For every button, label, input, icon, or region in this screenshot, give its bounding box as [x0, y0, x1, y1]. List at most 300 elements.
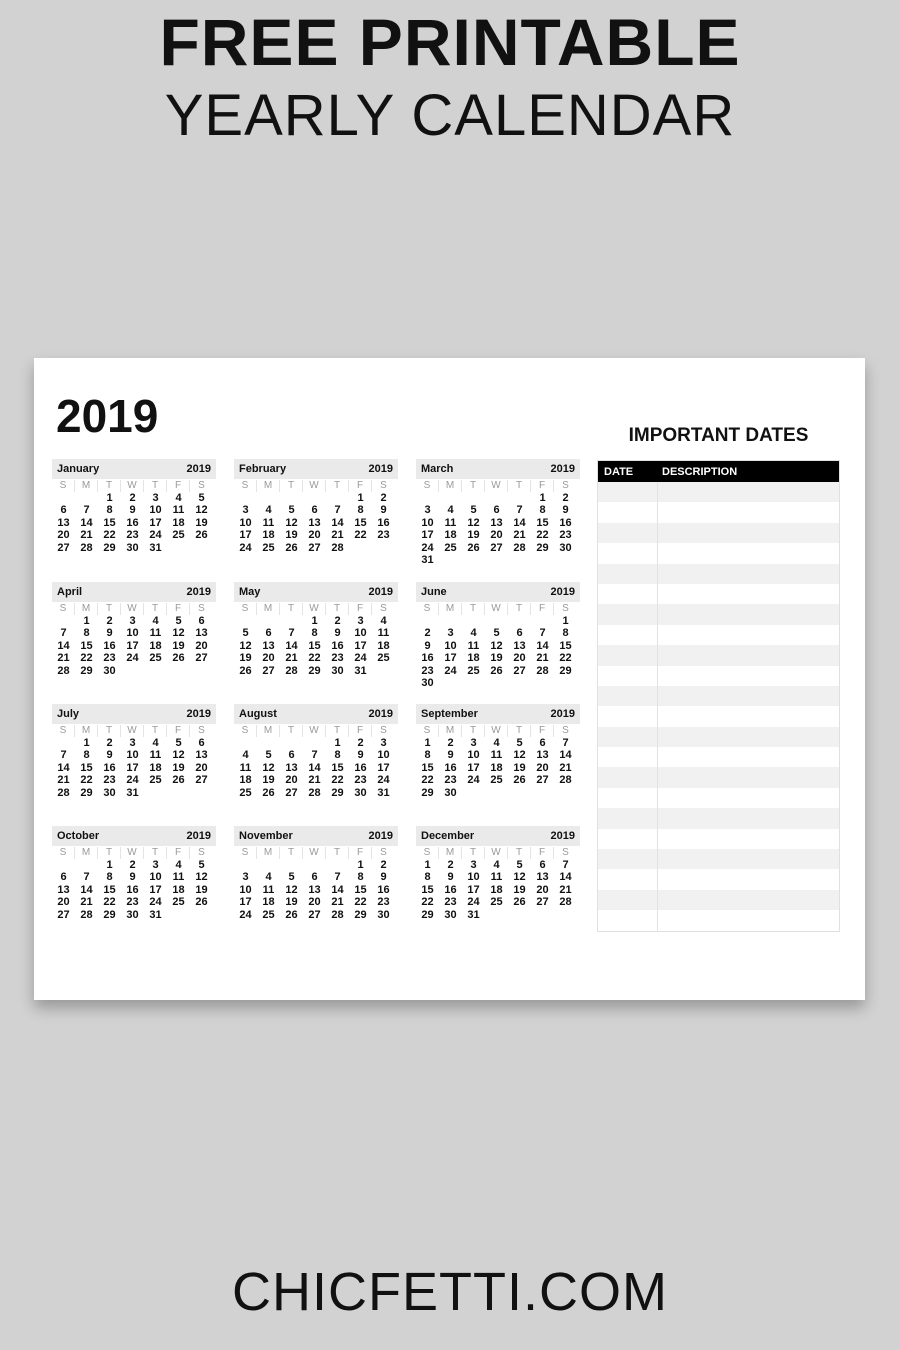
- week-row: [234, 615, 398, 627]
- day-cell: 9: [106, 749, 113, 762]
- day-cell: 4: [152, 615, 159, 627]
- weekday-label: S: [380, 847, 387, 858]
- day-cell: 6: [311, 871, 318, 884]
- day-cell: [462, 554, 485, 566]
- day-cell: 24: [354, 652, 367, 665]
- day-cell: 6: [288, 749, 295, 762]
- month-name: June: [421, 586, 447, 598]
- day-cell: 5: [470, 504, 477, 517]
- day-cell: 5: [198, 859, 205, 871]
- day-cell: 3: [470, 737, 477, 749]
- important-date-row: [598, 869, 839, 889]
- day-cell: 24: [239, 541, 252, 554]
- description-cell: [658, 625, 839, 645]
- description-cell: [658, 645, 839, 665]
- week-row: [52, 542, 216, 554]
- day-cell: 22: [559, 652, 572, 665]
- description-cell: [658, 564, 839, 584]
- day-cell: 3: [424, 504, 431, 517]
- day-cell: 9: [106, 627, 113, 640]
- day-cell: 20: [513, 652, 526, 665]
- day-cell: 14: [80, 516, 93, 529]
- day-cell: 10: [126, 749, 139, 762]
- weekday-label: M: [439, 603, 462, 615]
- day-cell: 21: [536, 652, 549, 665]
- weekday-label: M: [439, 847, 462, 859]
- day-cell: 22: [80, 774, 93, 787]
- day-cell: [485, 909, 508, 921]
- day-cell: [462, 492, 485, 504]
- day-cell: 8: [357, 871, 364, 884]
- day-cell: 9: [447, 871, 454, 884]
- day-cell: [416, 492, 439, 504]
- week-row: [416, 517, 580, 529]
- day-cell: 3: [152, 492, 159, 504]
- day-cell: 18: [490, 761, 503, 774]
- day-cell: [508, 677, 531, 689]
- day-cell: 25: [172, 529, 185, 542]
- description-cell: [658, 686, 839, 706]
- day-cell: 11: [149, 749, 162, 762]
- day-cell: 14: [57, 639, 70, 652]
- month-name: August: [239, 708, 277, 720]
- day-cell: 20: [308, 896, 321, 909]
- month-name: January: [57, 463, 100, 475]
- week-row: [52, 504, 216, 516]
- month-name: September: [421, 708, 478, 720]
- day-cell: 19: [513, 761, 526, 774]
- day-cell: [257, 859, 280, 871]
- day-cell: 9: [357, 749, 364, 762]
- day-cell: 5: [288, 504, 295, 517]
- day-cell: 19: [172, 639, 185, 652]
- day-cell: 2: [334, 615, 341, 627]
- day-cell: 7: [83, 504, 90, 517]
- weekday-label: M: [75, 603, 98, 615]
- day-cell: 13: [195, 749, 208, 762]
- weekday-label: S: [234, 847, 257, 859]
- day-cell: 11: [172, 871, 185, 884]
- day-cell: 20: [57, 896, 70, 909]
- day-cell: 28: [513, 541, 526, 554]
- description-cell: [658, 829, 839, 849]
- day-cell: [190, 787, 213, 799]
- day-cell: 15: [559, 639, 572, 652]
- weekday-label: M: [257, 480, 280, 492]
- month-name: May: [239, 586, 261, 598]
- week-row: [416, 640, 580, 652]
- day-cell: 2: [106, 615, 113, 627]
- date-cell: [598, 788, 658, 808]
- day-cell: 1: [334, 737, 341, 749]
- date-cell: [598, 666, 658, 686]
- day-cell: 19: [195, 516, 208, 529]
- weekday-label: W: [485, 725, 508, 737]
- day-cell: 24: [377, 774, 390, 787]
- weekday-row: [52, 847, 216, 859]
- weekday-label: W: [303, 603, 326, 615]
- week-row: [52, 640, 216, 652]
- day-cell: [280, 492, 303, 504]
- day-cell: 21: [308, 774, 321, 787]
- day-cell: [462, 787, 485, 799]
- day-cell: [439, 677, 462, 689]
- day-cell: [485, 615, 508, 627]
- day-cell: 8: [106, 871, 113, 884]
- day-cell: 5: [175, 615, 182, 627]
- day-cell: 12: [513, 749, 526, 762]
- date-cell: [598, 849, 658, 869]
- month-header: [416, 826, 580, 846]
- day-cell: 17: [467, 883, 480, 896]
- day-cell: [234, 737, 257, 749]
- weekday-row: [234, 603, 398, 615]
- day-cell: 23: [377, 529, 390, 542]
- month-august: [234, 704, 398, 799]
- day-cell: 25: [377, 652, 390, 665]
- week-row: [416, 762, 580, 774]
- day-cell: 6: [265, 627, 272, 640]
- day-cell: 12: [262, 761, 275, 774]
- day-cell: 21: [57, 652, 70, 665]
- day-cell: 21: [559, 761, 572, 774]
- important-date-row: [598, 666, 839, 686]
- week-row: [52, 859, 216, 871]
- weekday-label: F: [349, 603, 372, 615]
- day-cell: 6: [539, 859, 546, 871]
- day-cell: [485, 554, 508, 566]
- day-cell: 6: [198, 737, 205, 749]
- day-cell: 10: [444, 639, 457, 652]
- week-row: [52, 517, 216, 529]
- week-row: [234, 896, 398, 908]
- day-cell: 29: [354, 908, 367, 921]
- day-cell: 15: [536, 516, 549, 529]
- day-cell: [75, 492, 98, 504]
- day-cell: 24: [444, 664, 457, 677]
- day-cell: 6: [493, 504, 500, 517]
- weekday-label: W: [303, 480, 326, 492]
- week-row: [52, 762, 216, 774]
- day-cell: 10: [126, 627, 139, 640]
- important-dates-table: [597, 460, 840, 932]
- day-cell: [439, 554, 462, 566]
- day-cell: 5: [288, 871, 295, 884]
- day-cell: [52, 492, 75, 504]
- weekday-label: W: [485, 847, 508, 859]
- day-cell: [52, 859, 75, 871]
- date-cell: [598, 727, 658, 747]
- day-cell: 29: [80, 664, 93, 677]
- day-cell: 8: [424, 871, 431, 884]
- weekday-label: T: [144, 847, 167, 859]
- week-row: [416, 749, 580, 761]
- day-cell: 2: [447, 737, 454, 749]
- day-cell: 17: [239, 529, 252, 542]
- day-cell: 24: [149, 529, 162, 542]
- day-cell: 5: [198, 492, 205, 504]
- important-date-row: [598, 604, 839, 624]
- month-year: 2019: [550, 586, 575, 598]
- day-cell: 27: [57, 908, 70, 921]
- weekday-label: T: [280, 847, 303, 859]
- day-cell: 10: [149, 871, 162, 884]
- day-cell: 4: [493, 859, 500, 871]
- month-name: March: [421, 463, 454, 475]
- weekday-label: W: [485, 603, 508, 615]
- weekday-row: [416, 847, 580, 859]
- day-cell: 31: [421, 554, 434, 567]
- weekday-label: S: [416, 480, 439, 492]
- day-cell: 17: [149, 883, 162, 896]
- month-september: [416, 704, 580, 799]
- day-cell: 13: [513, 639, 526, 652]
- day-cell: 23: [421, 664, 434, 677]
- day-cell: [326, 492, 349, 504]
- day-cell: 25: [467, 664, 480, 677]
- weekday-label: S: [380, 725, 387, 736]
- day-cell: 22: [103, 896, 116, 909]
- weekday-label: S: [234, 725, 257, 737]
- day-cell: 1: [106, 492, 113, 504]
- day-cell: [190, 665, 213, 677]
- week-row: [234, 542, 398, 554]
- day-cell: 7: [562, 737, 569, 749]
- day-cell: [190, 542, 213, 554]
- day-cell: 11: [467, 639, 480, 652]
- day-cell: 23: [103, 652, 116, 665]
- day-cell: 12: [285, 883, 298, 896]
- day-cell: 18: [239, 774, 252, 787]
- date-cell: [598, 604, 658, 624]
- weekday-label: T: [280, 725, 303, 737]
- day-cell: 26: [195, 529, 208, 542]
- day-cell: 30: [354, 786, 367, 799]
- day-cell: 25: [444, 541, 457, 554]
- weekday-label: T: [98, 603, 121, 615]
- day-cell: 31: [149, 541, 162, 554]
- week-row: [52, 884, 216, 896]
- day-cell: 30: [444, 908, 457, 921]
- week-row: [52, 749, 216, 761]
- day-cell: 19: [467, 529, 480, 542]
- day-cell: 8: [424, 749, 431, 762]
- week-row: [416, 896, 580, 908]
- week-row: [52, 492, 216, 504]
- day-cell: 5: [516, 737, 523, 749]
- description-cell: [658, 502, 839, 522]
- day-cell: 28: [559, 774, 572, 787]
- day-cell: 21: [331, 896, 344, 909]
- week-row: [234, 665, 398, 677]
- week-row: [234, 909, 398, 921]
- day-cell: 13: [195, 627, 208, 640]
- day-cell: 6: [198, 615, 205, 627]
- weekday-row: [234, 847, 398, 859]
- day-cell: 13: [308, 883, 321, 896]
- day-cell: 17: [354, 639, 367, 652]
- day-cell: 13: [262, 639, 275, 652]
- day-cell: 28: [285, 664, 298, 677]
- weekday-label: T: [98, 480, 121, 492]
- description-cell: [658, 747, 839, 767]
- weekday-label: S: [562, 725, 569, 736]
- day-cell: 11: [444, 516, 457, 529]
- weekday-label: T: [462, 725, 485, 737]
- weekday-label: S: [416, 725, 439, 737]
- description-cell: [658, 523, 839, 543]
- date-cell: [598, 808, 658, 828]
- day-cell: 9: [380, 504, 387, 517]
- month-header: [234, 582, 398, 602]
- week-row: [416, 884, 580, 896]
- day-cell: 26: [513, 896, 526, 909]
- week-row: [52, 615, 216, 627]
- day-cell: 25: [490, 774, 503, 787]
- day-cell: 9: [334, 627, 341, 640]
- day-cell: 8: [562, 627, 569, 640]
- date-cell: [598, 910, 658, 930]
- weekday-row: [52, 725, 216, 737]
- day-cell: 28: [559, 896, 572, 909]
- day-cell: 4: [175, 492, 182, 504]
- month-year: 2019: [368, 463, 393, 475]
- important-date-row: [598, 808, 839, 828]
- date-cell: [598, 564, 658, 584]
- important-date-row: [598, 767, 839, 787]
- month-november: [234, 826, 398, 921]
- day-cell: [462, 615, 485, 627]
- day-cell: 7: [562, 859, 569, 871]
- day-cell: 23: [354, 774, 367, 787]
- week-row: [416, 627, 580, 639]
- day-cell: 7: [288, 627, 295, 640]
- day-cell: 13: [57, 883, 70, 896]
- day-cell: 11: [377, 627, 390, 640]
- weekday-label: T: [144, 480, 167, 492]
- day-cell: 28: [331, 541, 344, 554]
- day-cell: 7: [516, 504, 523, 517]
- day-cell: 17: [126, 639, 139, 652]
- day-cell: 15: [308, 639, 321, 652]
- day-cell: 16: [444, 883, 457, 896]
- day-cell: 12: [195, 504, 208, 517]
- week-row: [234, 652, 398, 664]
- day-cell: 26: [490, 664, 503, 677]
- day-cell: 31: [354, 664, 367, 677]
- date-cell: [598, 523, 658, 543]
- date-cell: [598, 767, 658, 787]
- day-cell: 1: [83, 615, 90, 627]
- day-cell: 18: [444, 529, 457, 542]
- important-dates-rows: [598, 482, 839, 931]
- day-cell: 23: [331, 652, 344, 665]
- day-cell: 5: [265, 749, 272, 762]
- week-row: [52, 871, 216, 883]
- day-cell: 14: [308, 761, 321, 774]
- weekday-label: W: [121, 603, 144, 615]
- day-cell: 12: [172, 749, 185, 762]
- day-cell: 30: [126, 908, 139, 921]
- month-february: [234, 459, 398, 554]
- weekday-label: F: [167, 725, 190, 737]
- day-cell: 4: [152, 737, 159, 749]
- day-cell: 2: [562, 492, 569, 504]
- day-cell: 8: [357, 504, 364, 517]
- day-cell: 14: [285, 639, 298, 652]
- month-header: [234, 704, 398, 724]
- weekday-label: F: [167, 480, 190, 492]
- day-cell: [349, 542, 372, 554]
- day-cell: 20: [536, 761, 549, 774]
- day-cell: 10: [377, 749, 390, 762]
- month-name: February: [239, 463, 287, 475]
- day-cell: 14: [80, 883, 93, 896]
- day-cell: 25: [172, 896, 185, 909]
- day-cell: [144, 665, 167, 677]
- day-cell: 3: [242, 871, 249, 884]
- day-cell: [531, 615, 554, 627]
- day-cell: 7: [311, 749, 318, 762]
- day-cell: 1: [357, 859, 364, 871]
- day-cell: [372, 665, 395, 677]
- day-cell: 4: [470, 627, 477, 640]
- day-cell: 6: [311, 504, 318, 517]
- day-cell: 10: [467, 871, 480, 884]
- day-cell: 28: [57, 664, 70, 677]
- week-row: [234, 492, 398, 504]
- weekday-label: M: [257, 603, 280, 615]
- week-row: [234, 762, 398, 774]
- weekday-label: T: [326, 725, 349, 737]
- day-cell: 5: [516, 859, 523, 871]
- weekday-label: F: [531, 847, 554, 859]
- day-cell: 3: [242, 504, 249, 517]
- day-cell: [167, 909, 190, 921]
- day-cell: 14: [559, 749, 572, 762]
- week-row: [416, 665, 580, 677]
- weekday-label: M: [439, 725, 462, 737]
- weekday-label: W: [303, 847, 326, 859]
- day-cell: 8: [334, 749, 341, 762]
- weekday-label: S: [234, 480, 257, 492]
- date-cell: [598, 482, 658, 502]
- weekday-label: F: [167, 603, 190, 615]
- day-cell: 8: [539, 504, 546, 517]
- date-cell: [598, 502, 658, 522]
- weekday-label: F: [167, 847, 190, 859]
- day-cell: 19: [262, 774, 275, 787]
- day-cell: 22: [308, 652, 321, 665]
- day-cell: [167, 787, 190, 799]
- day-cell: [554, 677, 577, 689]
- day-cell: 8: [106, 504, 113, 517]
- description-cell: [658, 543, 839, 563]
- day-cell: 9: [424, 639, 431, 652]
- day-cell: 21: [57, 774, 70, 787]
- day-cell: 24: [421, 541, 434, 554]
- important-date-row: [598, 890, 839, 910]
- day-cell: 5: [242, 627, 249, 640]
- day-cell: 7: [60, 627, 67, 640]
- day-cell: 25: [149, 652, 162, 665]
- weekday-label: S: [562, 603, 569, 614]
- day-cell: 23: [559, 529, 572, 542]
- day-cell: 12: [513, 871, 526, 884]
- weekday-label: M: [75, 847, 98, 859]
- day-cell: 28: [536, 664, 549, 677]
- day-cell: 2: [357, 737, 364, 749]
